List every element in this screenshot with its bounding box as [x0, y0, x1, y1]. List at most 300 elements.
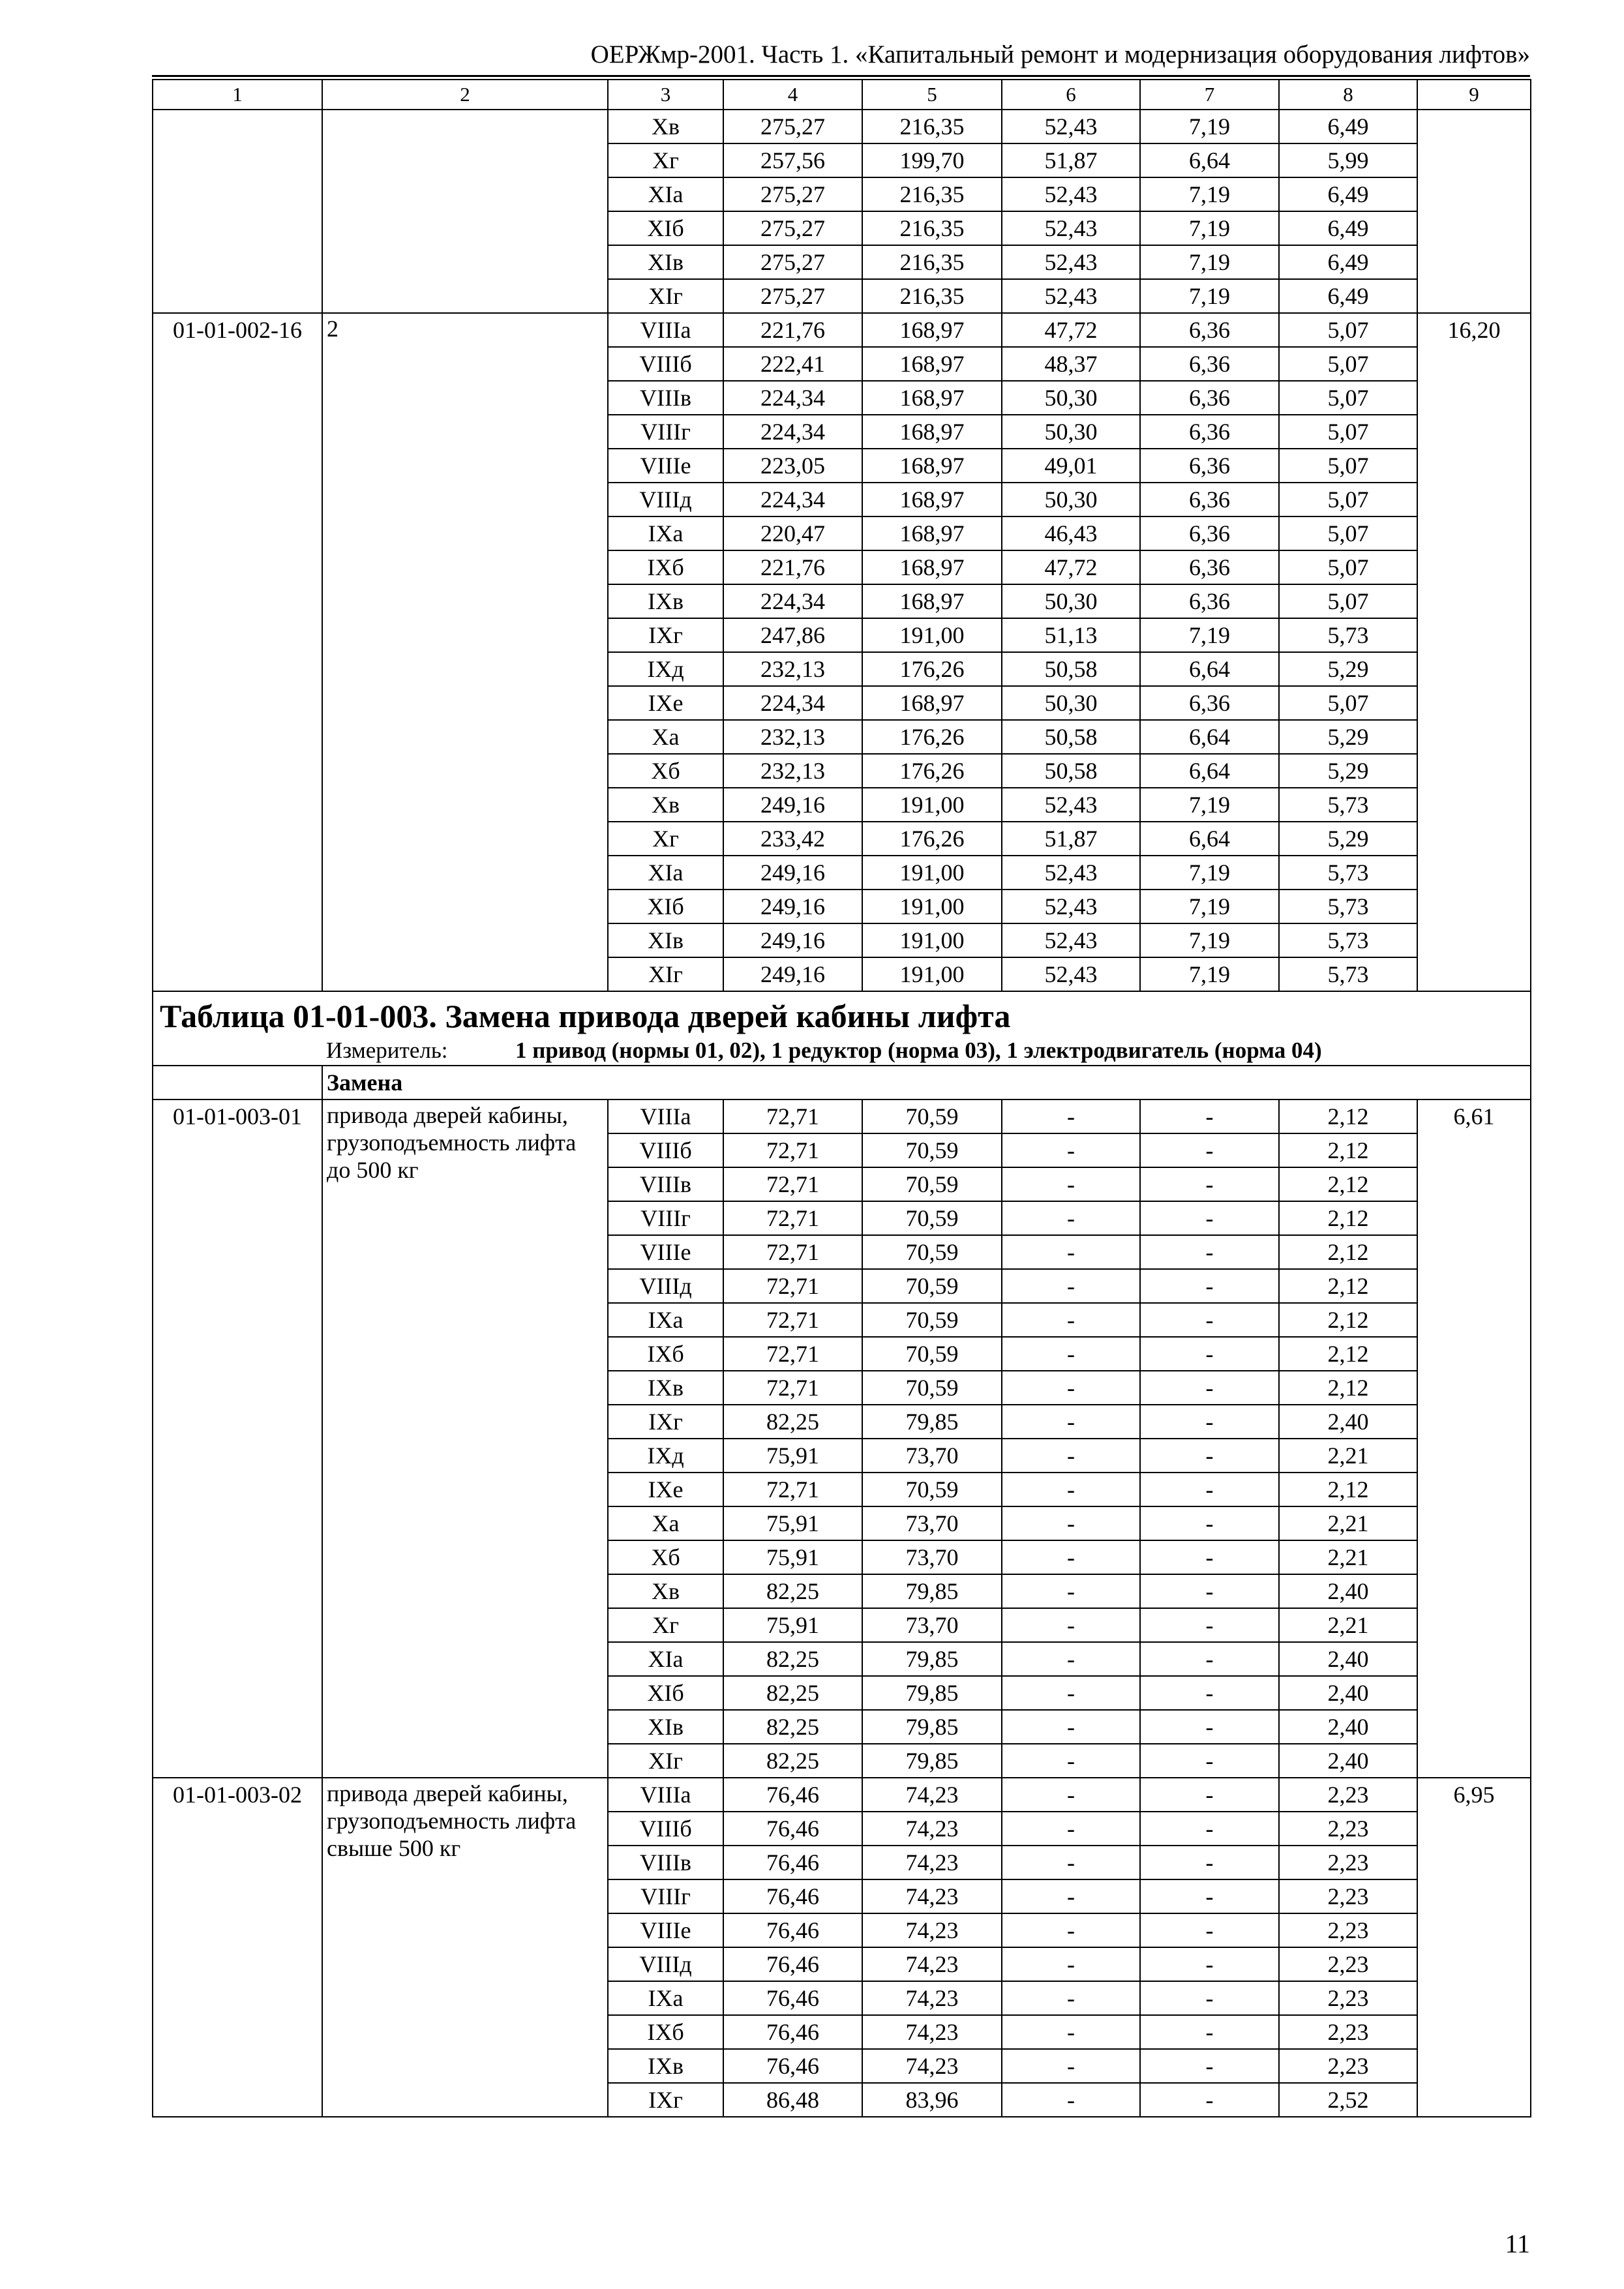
table-cell: -	[1002, 1608, 1140, 1642]
table-cell: -	[1002, 1947, 1140, 1981]
table-cell: 2,52	[1279, 2083, 1417, 2117]
table-cell: 5,07	[1279, 381, 1417, 415]
column-number: 3	[608, 80, 723, 110]
table-cell: 76,46	[723, 1812, 862, 1846]
table-cell: 74,23	[862, 1846, 1002, 1879]
table-cell: 168,97	[862, 449, 1002, 483]
table-cell: 6,64	[1140, 143, 1279, 177]
table-cell: 2,21	[1279, 1540, 1417, 1574]
table-cell: 74,23	[862, 2015, 1002, 2049]
table-cell: VIIIб	[608, 1812, 723, 1846]
table-cell: VIIIд	[608, 483, 723, 516]
table-cell: 72,71	[723, 1473, 862, 1506]
table-cell: 224,34	[723, 584, 862, 618]
table-cell: 275,27	[723, 211, 862, 245]
table-cell: XIг	[608, 1744, 723, 1778]
table-cell: 6,64	[1140, 652, 1279, 686]
table-cell: 275,27	[723, 279, 862, 313]
table-cell: -	[1140, 1133, 1279, 1167]
table-cell: IXа	[608, 1981, 723, 2015]
table-cell: 2,12	[1279, 1201, 1417, 1235]
table-cell: 6,49	[1279, 245, 1417, 279]
table-cell: 2,21	[1279, 1439, 1417, 1473]
table-cell: 82,25	[723, 1710, 862, 1744]
table-cell: 2,23	[1279, 1913, 1417, 1947]
table-cell: -	[1140, 1473, 1279, 1506]
table-cell: 224,34	[723, 415, 862, 449]
table-cell: IXв	[608, 2049, 723, 2083]
table-cell: 70,59	[862, 1235, 1002, 1269]
table-cell: 76,46	[723, 1846, 862, 1879]
table-cell: IXв	[608, 584, 723, 618]
table-cell: -	[1140, 1506, 1279, 1540]
table-cell: 199,70	[862, 143, 1002, 177]
table-cell: XIв	[608, 1710, 723, 1744]
table-cell: 2,40	[1279, 1642, 1417, 1676]
table-cell: 75,91	[723, 1439, 862, 1473]
table-cell: -	[1002, 2015, 1140, 2049]
table-cell: 2,40	[1279, 1744, 1417, 1778]
table-cell: 5,73	[1279, 957, 1417, 991]
table-cell: XIг	[608, 279, 723, 313]
table-cell: 50,30	[1002, 415, 1140, 449]
table-cell: XIа	[608, 1642, 723, 1676]
table-cell: -	[1002, 2049, 1140, 2083]
table-cell: 72,71	[723, 1133, 862, 1167]
table-cell: 79,85	[862, 1744, 1002, 1778]
table-cell: 52,43	[1002, 890, 1140, 923]
table-cell: 72,71	[723, 1303, 862, 1337]
table-cell: 82,25	[723, 1676, 862, 1710]
table-cell: 50,30	[1002, 483, 1140, 516]
table-cell: 50,58	[1002, 720, 1140, 754]
table-cell: VIIIд	[608, 1947, 723, 1981]
table-cell: -	[1140, 1303, 1279, 1337]
table-cell: 74,23	[862, 1913, 1002, 1947]
table-cell: 2,21	[1279, 1506, 1417, 1540]
table-cell: 83,96	[862, 2083, 1002, 2117]
table-cell: 6,64	[1140, 754, 1279, 788]
table-cell: 216,35	[862, 110, 1002, 143]
table-cell: 216,35	[862, 245, 1002, 279]
table-row	[153, 110, 1531, 143]
table-cell: IXд	[608, 652, 723, 686]
table-cell: 2,12	[1279, 1235, 1417, 1269]
table-cell: -	[1140, 1744, 1279, 1778]
table-cell: 176,26	[862, 720, 1002, 754]
table-cell: 2,40	[1279, 1710, 1417, 1744]
table-cell: 2,12	[1279, 1269, 1417, 1303]
table-cell: 51,87	[1002, 143, 1140, 177]
table-cell: IXа	[608, 1303, 723, 1337]
table-cell: 2,40	[1279, 1676, 1417, 1710]
table-cell: 6,36	[1140, 516, 1279, 550]
table-cell: XIв	[608, 923, 723, 957]
table-cell: 50,30	[1002, 584, 1140, 618]
table-cell: 5,07	[1279, 313, 1417, 347]
column-number: 8	[1279, 80, 1417, 110]
table-cell: 2,23	[1279, 1778, 1417, 1812]
norm-total-cell: 16,20	[1417, 313, 1531, 991]
table-cell: 7,19	[1140, 957, 1279, 991]
table-cell: 6,36	[1140, 347, 1279, 381]
table-cell: IXг	[608, 618, 723, 652]
table-cell: -	[1002, 1846, 1140, 1879]
table-cell: 75,91	[723, 1608, 862, 1642]
table-cell: -	[1002, 1574, 1140, 1608]
sub-label-spacer	[153, 1066, 322, 1100]
table-cell: -	[1002, 1100, 1140, 1133]
column-number-row	[153, 80, 1531, 110]
measure-line	[160, 1036, 1524, 1065]
table-cell: -	[1140, 1947, 1279, 1981]
table-cell: -	[1002, 1405, 1140, 1439]
table-cell: XIа	[608, 177, 723, 211]
table-cell: 72,71	[723, 1100, 862, 1133]
table-cell: 51,13	[1002, 618, 1140, 652]
table-cell: 49,01	[1002, 449, 1140, 483]
table-cell: VIIIв	[608, 1846, 723, 1879]
table-cell: 6,36	[1140, 449, 1279, 483]
table-cell: 76,46	[723, 2015, 862, 2049]
table-cell: 232,13	[723, 754, 862, 788]
table-cell: VIIIа	[608, 313, 723, 347]
table-cell: -	[1002, 1133, 1140, 1167]
table-cell: 82,25	[723, 1574, 862, 1608]
table-cell: 73,70	[862, 1506, 1002, 1540]
table-cell: VIIIг	[608, 1201, 723, 1235]
table-cell: 2,12	[1279, 1167, 1417, 1201]
table-cell: 51,87	[1002, 822, 1140, 856]
table-cell: 70,59	[862, 1201, 1002, 1235]
table-cell: 176,26	[862, 822, 1002, 856]
table-cell: -	[1002, 1269, 1140, 1303]
table-cell: 76,46	[723, 2049, 862, 2083]
table-cell: 5,07	[1279, 584, 1417, 618]
table-cell: XIа	[608, 856, 723, 890]
column-number: 5	[862, 80, 1002, 110]
table-cell: 6,36	[1140, 686, 1279, 720]
table-cell: 7,19	[1140, 279, 1279, 313]
table-cell: 79,85	[862, 1574, 1002, 1608]
table-cell: -	[1002, 1439, 1140, 1473]
table-cell: 52,43	[1002, 211, 1140, 245]
table-cell: 6,36	[1140, 313, 1279, 347]
table-cell: 247,86	[723, 618, 862, 652]
table-cell: IXе	[608, 1473, 723, 1506]
norm-total-cell	[1417, 110, 1531, 313]
table-cell: -	[1140, 2015, 1279, 2049]
table-cell: 52,43	[1002, 245, 1140, 279]
page-header: ОЕРЖмр-2001. Часть 1. «Капитальный ремонт и модернизация оборудования лифтов»	[152, 38, 1530, 77]
table-cell: 168,97	[862, 584, 1002, 618]
table-row	[153, 1100, 1531, 1133]
table-cell: 176,26	[862, 754, 1002, 788]
table-cell: 224,34	[723, 483, 862, 516]
table-cell: 5,07	[1279, 449, 1417, 483]
sub-label-row	[153, 1066, 1531, 1100]
table-cell: 2,23	[1279, 1879, 1417, 1913]
table-cell: 73,70	[862, 1439, 1002, 1473]
section-title-row	[153, 991, 1531, 1066]
norms-table-body	[153, 80, 1531, 2117]
measure-value: 1 привод (нормы 01, 02), 1 редуктор (норма 03), 1 электродвигатель (норма 04)	[515, 1038, 1322, 1063]
table-cell: 5,73	[1279, 890, 1417, 923]
table-cell: IXе	[608, 686, 723, 720]
table-cell: VIIIд	[608, 1269, 723, 1303]
table-cell: -	[1140, 1676, 1279, 1710]
table-cell: XIб	[608, 1676, 723, 1710]
table-cell: -	[1140, 1269, 1279, 1303]
table-cell: Xа	[608, 1506, 723, 1540]
column-number: 6	[1002, 80, 1140, 110]
table-cell: 7,19	[1140, 890, 1279, 923]
norm-code-cell: 01-01-002-16	[153, 313, 322, 991]
table-cell: 52,43	[1002, 110, 1140, 143]
norm-total-cell: 6,61	[1417, 1100, 1531, 1778]
table-cell: VIIIв	[608, 381, 723, 415]
table-cell: 7,19	[1140, 856, 1279, 890]
table-cell: VIIIе	[608, 1913, 723, 1947]
table-cell: 52,43	[1002, 957, 1140, 991]
table-cell: 47,72	[1002, 550, 1140, 584]
table-cell: 82,25	[723, 1642, 862, 1676]
table-cell: 74,23	[862, 1981, 1002, 2015]
table-cell: -	[1140, 1981, 1279, 2015]
column-number: 7	[1140, 80, 1279, 110]
table-cell: 168,97	[862, 550, 1002, 584]
table-cell: IXб	[608, 2015, 723, 2049]
measure-label: Измеритель:	[326, 1038, 448, 1063]
table-cell: 6,49	[1279, 211, 1417, 245]
table-cell: VIIIг	[608, 1879, 723, 1913]
table-cell: -	[1140, 1439, 1279, 1473]
table-cell: 6,49	[1279, 279, 1417, 313]
table-cell: 5,73	[1279, 923, 1417, 957]
table-cell: IXг	[608, 1405, 723, 1439]
table-cell: 50,30	[1002, 686, 1140, 720]
table-cell: 6,64	[1140, 720, 1279, 754]
table-cell: -	[1002, 1201, 1140, 1235]
table-cell: 233,42	[723, 822, 862, 856]
table-cell: 6,49	[1279, 177, 1417, 211]
norm-code-cell: 01-01-003-02	[153, 1778, 322, 2117]
table-cell: 7,19	[1140, 211, 1279, 245]
table-cell: 7,19	[1140, 110, 1279, 143]
table-cell: 72,71	[723, 1167, 862, 1201]
table-cell: -	[1140, 1405, 1279, 1439]
table-cell: 7,19	[1140, 618, 1279, 652]
norm-total-cell: 6,95	[1417, 1778, 1531, 2117]
table-cell: 5,07	[1279, 686, 1417, 720]
table-cell: 82,25	[723, 1405, 862, 1439]
table-cell: -	[1002, 1235, 1140, 1269]
table-cell: 5,29	[1279, 720, 1417, 754]
table-cell: 5,07	[1279, 347, 1417, 381]
table-cell: 249,16	[723, 890, 862, 923]
table-cell: 2,12	[1279, 1303, 1417, 1337]
table-cell: 76,46	[723, 1778, 862, 1812]
table-cell: Xб	[608, 1540, 723, 1574]
table-cell: IXв	[608, 1371, 723, 1405]
table-cell: Xв	[608, 110, 723, 143]
table-cell: 222,41	[723, 347, 862, 381]
table-cell: 2,21	[1279, 1608, 1417, 1642]
table-row	[153, 313, 1531, 347]
table-cell: 191,00	[862, 890, 1002, 923]
table-cell: -	[1002, 1676, 1140, 1710]
table-cell: 191,00	[862, 618, 1002, 652]
table-cell: 52,43	[1002, 856, 1140, 890]
table-title: Таблица 01-01-003. Замена привода дверей кабины лифта	[160, 998, 1011, 1034]
table-cell: 2,40	[1279, 1574, 1417, 1608]
table-cell: 6,64	[1140, 822, 1279, 856]
table-cell: -	[1140, 1371, 1279, 1405]
table-cell: 46,43	[1002, 516, 1140, 550]
table-cell: 52,43	[1002, 923, 1140, 957]
table-cell: -	[1140, 2083, 1279, 2117]
table-cell: 232,13	[723, 652, 862, 686]
norm-description-cell: 2	[322, 313, 608, 991]
table-cell: 275,27	[723, 177, 862, 211]
table-cell: VIIIб	[608, 1133, 723, 1167]
table-cell: 176,26	[862, 652, 1002, 686]
table-cell: XIб	[608, 890, 723, 923]
table-cell: 74,23	[862, 2049, 1002, 2083]
table-cell: 2,40	[1279, 1405, 1417, 1439]
table-cell: 275,27	[723, 110, 862, 143]
table-cell: -	[1002, 1540, 1140, 1574]
column-number: 1	[153, 80, 322, 110]
table-cell: 168,97	[862, 415, 1002, 449]
table-cell: 249,16	[723, 788, 862, 822]
table-cell: -	[1002, 1303, 1140, 1337]
table-cell: 6,36	[1140, 381, 1279, 415]
table-cell: 70,59	[862, 1100, 1002, 1133]
table-cell: 79,85	[862, 1676, 1002, 1710]
table-cell: IXа	[608, 516, 723, 550]
norm-description-cell: привода дверей кабины, грузоподъемность лифта до 500 кг	[322, 1100, 608, 1778]
table-cell: -	[1140, 1574, 1279, 1608]
table-cell: 6,36	[1140, 483, 1279, 516]
table-cell: IXб	[608, 1337, 723, 1371]
table-cell: 220,47	[723, 516, 862, 550]
table-cell: 168,97	[862, 381, 1002, 415]
table-cell: 216,35	[862, 279, 1002, 313]
table-cell: 75,91	[723, 1540, 862, 1574]
table-cell: 168,97	[862, 516, 1002, 550]
table-cell: 76,46	[723, 1879, 862, 1913]
table-cell: -	[1002, 1710, 1140, 1744]
table-cell: 72,71	[723, 1235, 862, 1269]
table-cell: 216,35	[862, 177, 1002, 211]
table-cell: 2,12	[1279, 1473, 1417, 1506]
table-cell: Xв	[608, 788, 723, 822]
table-cell: 2,23	[1279, 1947, 1417, 1981]
table-cell: 73,70	[862, 1540, 1002, 1574]
table-cell: VIIIб	[608, 347, 723, 381]
norms-table	[152, 79, 1531, 2117]
table-cell: Xг	[608, 822, 723, 856]
table-cell: -	[1140, 1879, 1279, 1913]
table-cell: -	[1140, 1608, 1279, 1642]
column-number: 9	[1417, 80, 1531, 110]
table-cell: 5,07	[1279, 483, 1417, 516]
table-cell: 73,70	[862, 1608, 1002, 1642]
table-cell: 221,76	[723, 313, 862, 347]
table-cell: 7,19	[1140, 923, 1279, 957]
table-cell: 86,48	[723, 2083, 862, 2117]
table-cell: 74,23	[862, 1778, 1002, 1812]
table-cell: 7,19	[1140, 177, 1279, 211]
table-cell: 70,59	[862, 1303, 1002, 1337]
table-cell: 2,12	[1279, 1371, 1417, 1405]
table-cell: 6,36	[1140, 584, 1279, 618]
table-cell: -	[1140, 1235, 1279, 1269]
table-cell: 76,46	[723, 1947, 862, 1981]
table-cell: VIIIе	[608, 449, 723, 483]
table-cell: 223,05	[723, 449, 862, 483]
table-cell: -	[1002, 1167, 1140, 1201]
table-cell: 5,29	[1279, 754, 1417, 788]
table-cell: -	[1140, 1913, 1279, 1947]
table-cell: -	[1140, 1167, 1279, 1201]
table-cell: -	[1140, 1812, 1279, 1846]
table-cell: 224,34	[723, 381, 862, 415]
table-cell: 5,07	[1279, 516, 1417, 550]
table-cell: 2,23	[1279, 1812, 1417, 1846]
table-cell: 50,58	[1002, 652, 1140, 686]
table-cell: 52,43	[1002, 788, 1140, 822]
table-cell: -	[1002, 1506, 1140, 1540]
table-cell: 6,36	[1140, 415, 1279, 449]
table-cell: IXб	[608, 550, 723, 584]
table-cell: Xг	[608, 143, 723, 177]
table-cell: -	[1002, 1913, 1140, 1947]
table-cell: 48,37	[1002, 347, 1140, 381]
table-cell: XIг	[608, 957, 723, 991]
table-cell: 70,59	[862, 1337, 1002, 1371]
table-cell: Xа	[608, 720, 723, 754]
table-cell: 221,76	[723, 550, 862, 584]
table-cell: 2,23	[1279, 1981, 1417, 2015]
table-cell: 76,46	[723, 1913, 862, 1947]
page-number: 11	[1505, 2229, 1530, 2258]
column-number: 2	[322, 80, 608, 110]
norm-description-cell	[322, 110, 608, 313]
table-cell: 70,59	[862, 1371, 1002, 1405]
table-cell: -	[1140, 1778, 1279, 1812]
table-cell: 50,58	[1002, 754, 1140, 788]
table-cell: 70,59	[862, 1133, 1002, 1167]
table-cell: 2,23	[1279, 2049, 1417, 2083]
table-cell: 70,59	[862, 1269, 1002, 1303]
table-cell: 50,30	[1002, 381, 1140, 415]
table-cell: 6,36	[1140, 550, 1279, 584]
table-cell: Xб	[608, 754, 723, 788]
table-cell: 72,71	[723, 1269, 862, 1303]
table-cell: 5,73	[1279, 856, 1417, 890]
table-cell: 168,97	[862, 347, 1002, 381]
table-cell: -	[1140, 1100, 1279, 1133]
table-cell: 74,23	[862, 1879, 1002, 1913]
table-row	[153, 1778, 1531, 1812]
table-cell: IXг	[608, 2083, 723, 2117]
table-cell: 168,97	[862, 483, 1002, 516]
table-cell: 5,73	[1279, 788, 1417, 822]
table-cell: 191,00	[862, 788, 1002, 822]
table-cell: 74,23	[862, 1812, 1002, 1846]
